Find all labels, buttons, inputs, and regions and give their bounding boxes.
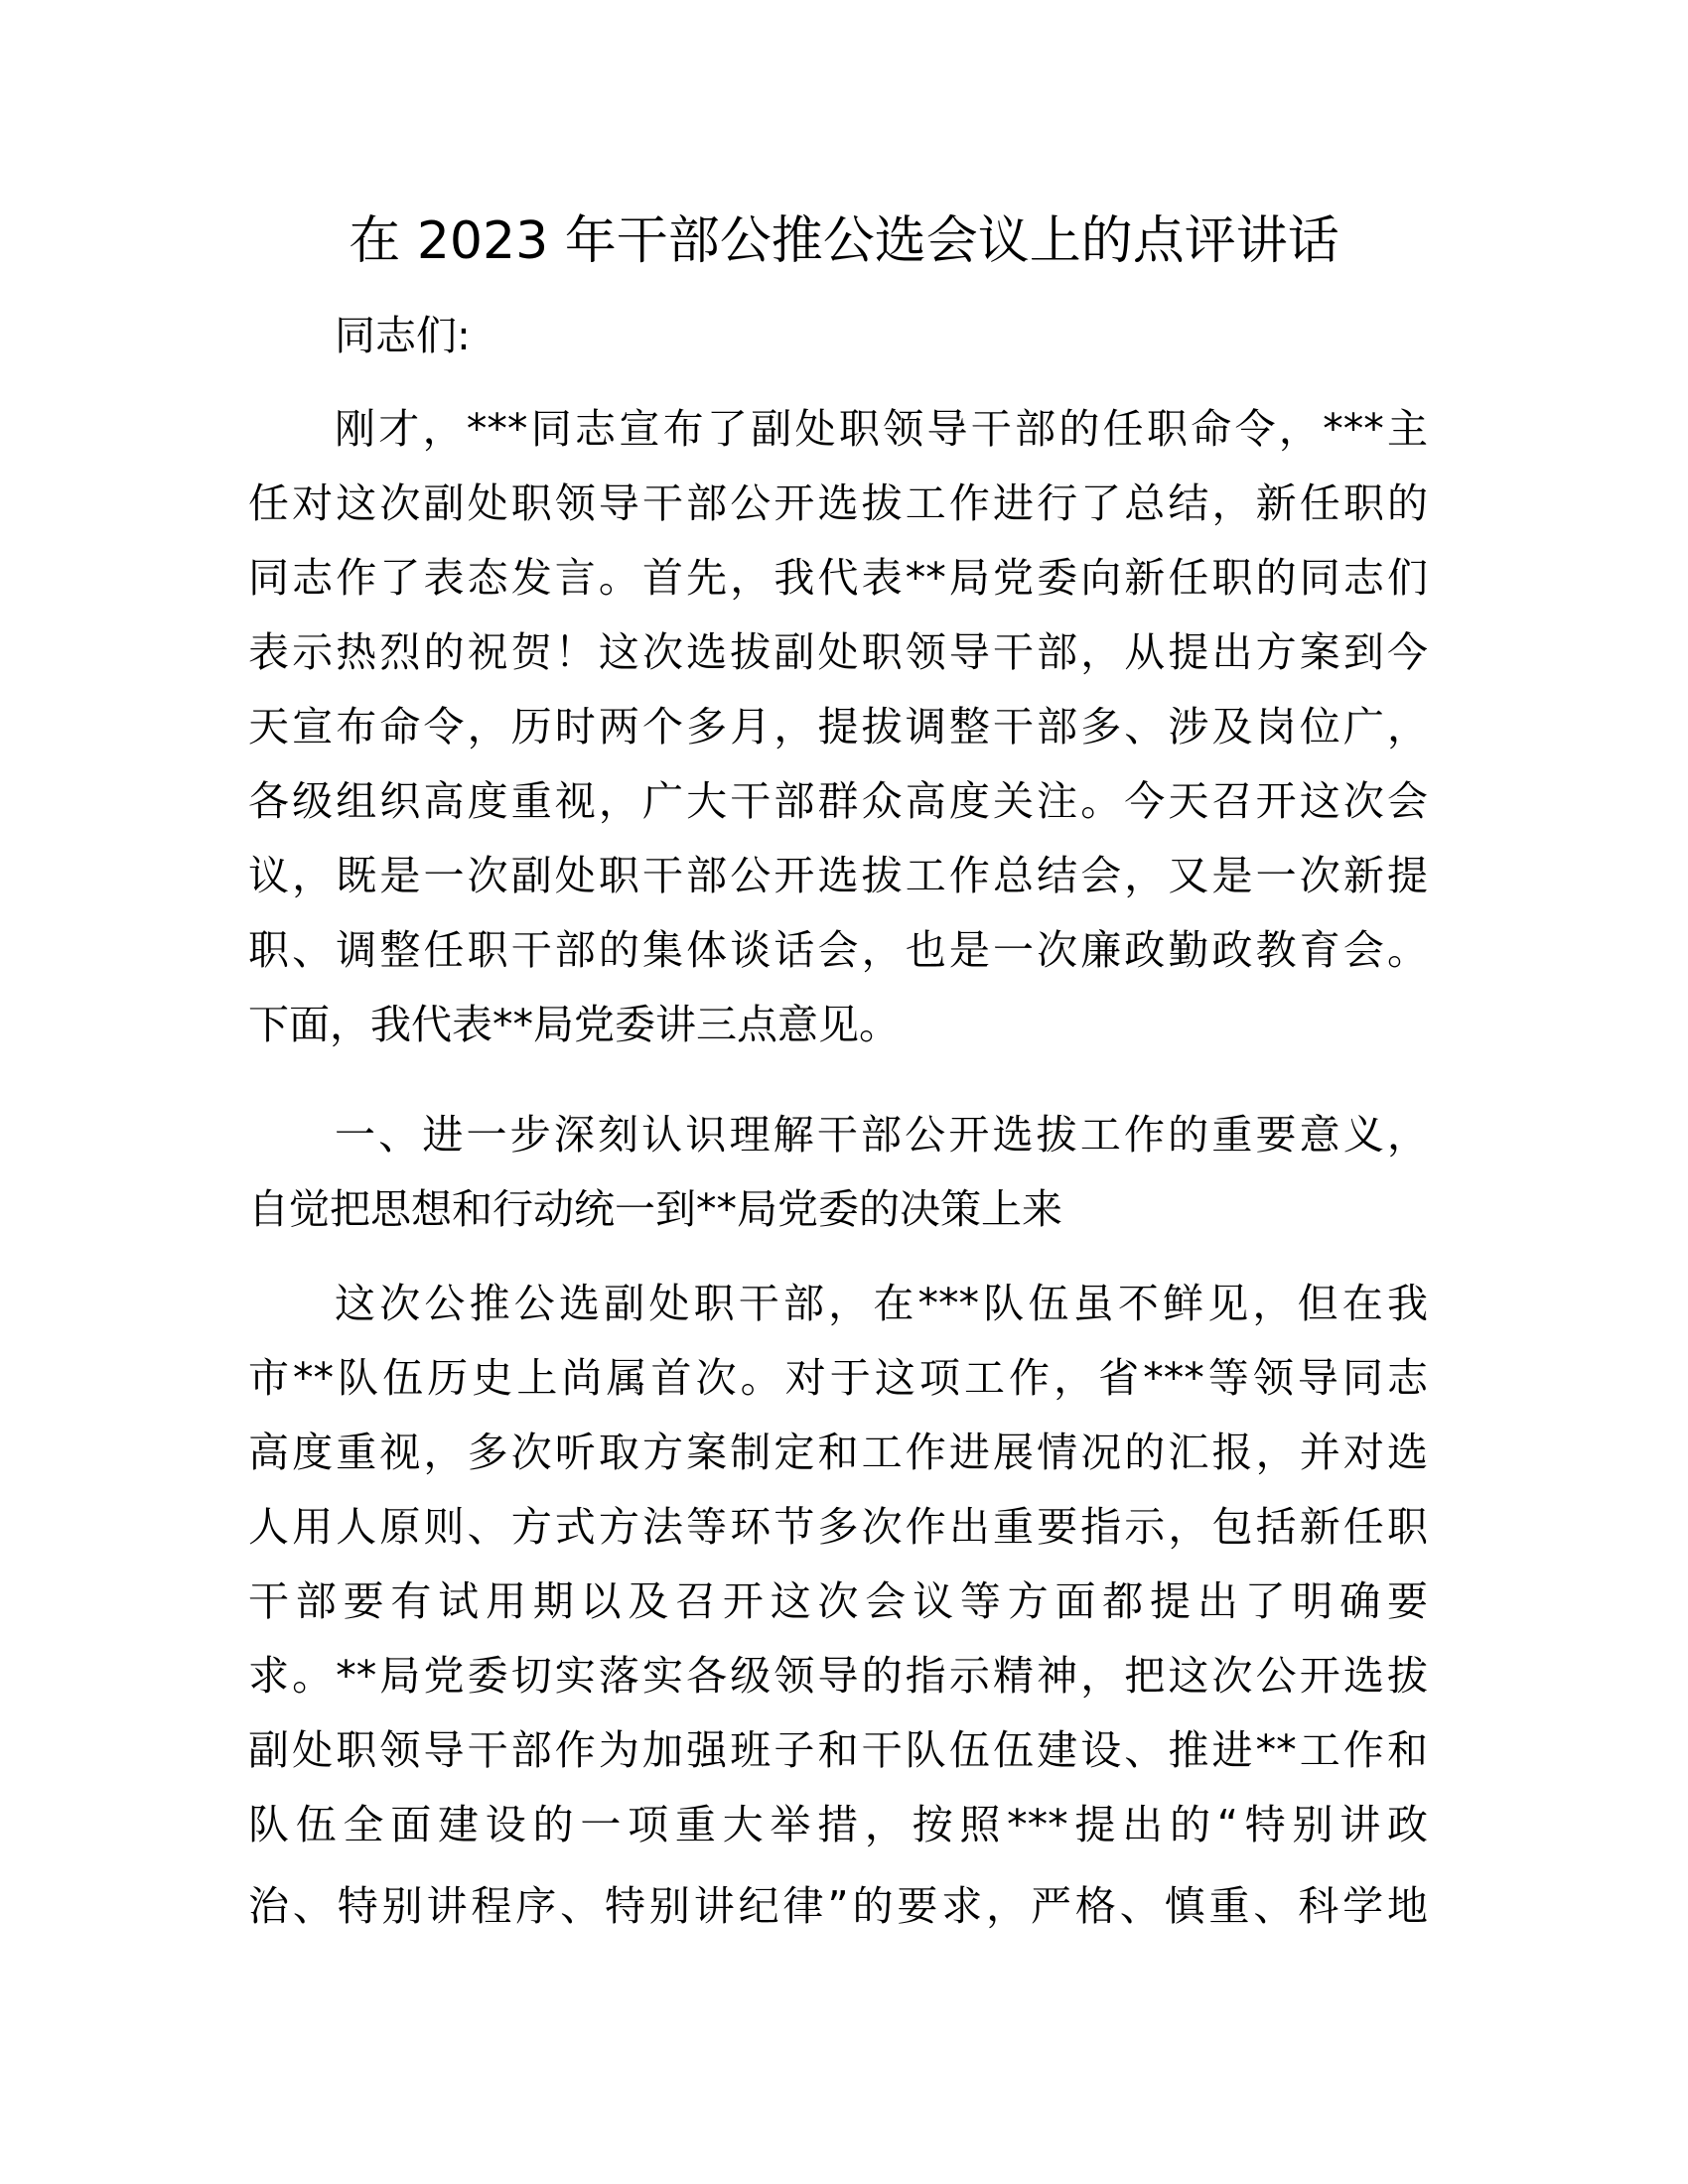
- text-line: 表示热烈的祝贺！这次选拔副处职领导干部，从提出方案到今: [248, 628, 1428, 676]
- heading-line: 自觉把思想和行动统一到**局党委的决策上来: [248, 1185, 1062, 1233]
- text-line: 刚才，***同志宣布了副处职领导干部的任职命令，***主: [335, 405, 1428, 453]
- text-line: 治、特别讲程序、特别讲纪律”的要求，严格、慎重、科学地: [248, 1882, 1428, 1930]
- text-line: 人用人原则、方式方法等环节多次作出重要指示，包括新任职: [248, 1503, 1428, 1551]
- salutation: 同志们:: [335, 312, 471, 359]
- text-line: 职、调整任职干部的集体谈话会，也是一次廉政勤政教育会。: [248, 926, 1428, 974]
- text-line: 高度重视，多次听取方案制定和工作进展情况的汇报，并对选: [248, 1429, 1428, 1476]
- text-line: 副处职领导干部作为加强班子和干队伍伍建设、推进**工作和: [248, 1726, 1428, 1774]
- text-line: 议，既是一次副处职干部公开选拔工作总结会，又是一次新提: [248, 852, 1428, 899]
- text-line: 下面，我代表**局党委讲三点意见。: [248, 1001, 900, 1048]
- text-line: 市**队伍历史上尚属首次。对于这项工作，省***等领导同志: [248, 1354, 1428, 1402]
- text-line: 天宣布命令，历时两个多月，提拔调整干部多、涉及岗位广，: [248, 703, 1428, 751]
- text-line: 同志作了表态发言。首先，我代表**局党委向新任职的同志们: [248, 554, 1428, 602]
- text-line: 干部要有试用期以及召开这次会议等方面都提出了明确要: [248, 1577, 1428, 1625]
- text-line: 队伍全面建设的一项重大举措，按照***提出的“特别讲政: [248, 1801, 1428, 1848]
- text-line: 求。**局党委切实落实各级领导的指示精神，把这次公开选拔: [248, 1652, 1428, 1700]
- heading-line: 一、进一步深刻认识理解干部公开选拔工作的重要意义，: [335, 1111, 1428, 1159]
- text-line: 这次公推公选副处职干部，在***队伍虽不鲜见，但在我: [335, 1280, 1428, 1327]
- document-title: 在 2023 年干部公推公选会议上的点评讲话: [349, 211, 1339, 271]
- text-line: 任对这次副处职领导干部公开选拔工作进行了总结，新任职的: [248, 479, 1428, 527]
- text-line: 各级组织高度重视，广大干部群众高度关注。今天召开这次会: [248, 777, 1428, 825]
